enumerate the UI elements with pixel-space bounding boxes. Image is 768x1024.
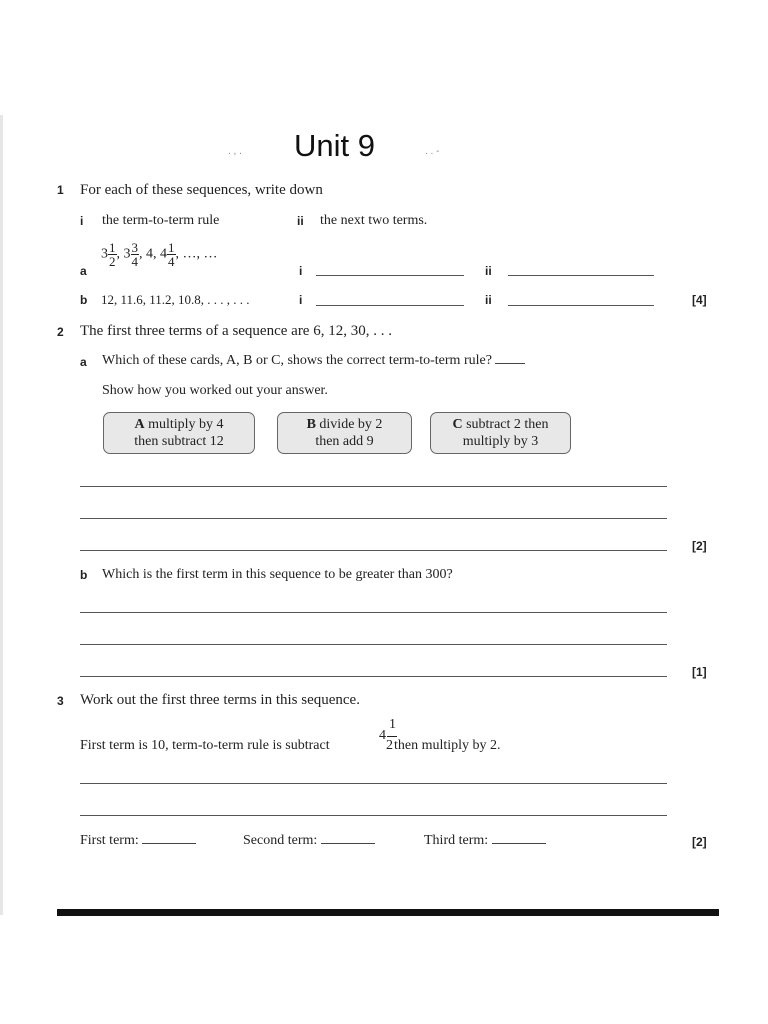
q1a-t3-fraction <box>167 241 176 268</box>
q3-first-term <box>80 833 196 849</box>
q3-first-term-answer[interactable] <box>142 833 196 844</box>
q1a-i-label: i <box>299 264 303 278</box>
card-b-text1: divide by 2 <box>315 417 383 432</box>
q1b-label: b <box>80 293 88 307</box>
q1a-t2-fraction <box>131 241 140 268</box>
q1a-t1-fraction <box>108 241 117 268</box>
q1a-sep2: , 4, <box>139 246 160 262</box>
q3-second-term-answer[interactable] <box>321 833 375 844</box>
card-c <box>430 412 571 454</box>
card-b-line1 <box>278 416 411 433</box>
q3-fraction-whole: 4 <box>379 728 386 743</box>
q3-third-term-answer[interactable] <box>492 833 546 844</box>
q3-fraction-bar <box>387 736 397 737</box>
q2-number: 2 <box>57 325 64 339</box>
title-artifact-right: . . - <box>425 146 440 157</box>
q3-fraction-num: 1 <box>389 717 396 732</box>
q2b-working-line-2[interactable] <box>80 644 667 645</box>
q3-working-line-2[interactable] <box>80 815 667 816</box>
q1a-t1-den: 2 <box>109 254 116 269</box>
q2b-label: b <box>80 568 88 582</box>
q1-number: 1 <box>57 183 64 197</box>
q1b-ii-label: ii <box>485 293 492 307</box>
q2a-working-line-1[interactable] <box>80 486 667 487</box>
q2a-instruction: Show how you worked out your answer. <box>102 383 328 398</box>
q2a-working-line-2[interactable] <box>80 518 667 519</box>
q2a-question-text: Which of these cards, A, B or C, shows the correct term-to-term rule? <box>102 353 492 368</box>
card-c-line2: multiply by 3 <box>462 434 539 449</box>
q2b-question: Which is the first term in this sequence to be greater than 300? <box>102 567 453 582</box>
q1a-t2-num: 3 <box>131 240 138 255</box>
page-edge <box>0 115 3 915</box>
q3-working-line-1[interactable] <box>80 783 667 784</box>
q3-second-term-label: Second term: <box>243 833 318 848</box>
q1b-i-label: i <box>299 293 303 307</box>
q3-marks: [2] <box>692 835 707 849</box>
bottom-rule <box>57 909 719 916</box>
q1-part-ii-text: the next two terms. <box>320 213 428 228</box>
q2a-working-line-3[interactable] <box>80 550 667 551</box>
title-artifact-left: . , . <box>228 146 242 157</box>
q1a-label: a <box>80 264 87 278</box>
q3-rule-prefix: First term is 10, term-to-term rule is subtract <box>80 738 330 753</box>
q1a-t3-den: 4 <box>168 254 175 269</box>
q1-part-i-label: i <box>80 214 84 228</box>
q3-rule-suffix: then multiply by 2. <box>394 738 501 753</box>
q3-prompt: Work out the first three terms in this sequence. <box>80 692 360 708</box>
q3-second-term <box>243 833 375 849</box>
q1a-tail: , …, … <box>175 246 218 262</box>
q2a-label: a <box>80 355 87 369</box>
q2a-answer-line[interactable] <box>495 353 525 364</box>
card-a-text1: multiply by 4 <box>144 417 224 432</box>
q3-first-term-label: First term: <box>80 833 139 848</box>
card-a-line1 <box>104 416 254 433</box>
card-b-letter: B <box>306 417 316 432</box>
q3-third-term <box>424 833 546 849</box>
q1a-t3-whole: 4 <box>160 246 167 262</box>
card-a <box>103 412 255 454</box>
page-title: Unit 9 <box>294 128 375 163</box>
q1b-i-answer-line[interactable] <box>316 305 464 306</box>
q1a-t1-num: 1 <box>109 240 116 255</box>
q2a-marks: [2] <box>692 539 707 553</box>
q2b-working-line-3[interactable] <box>80 676 667 677</box>
q1a-ii-answer-line[interactable] <box>508 275 654 276</box>
q1a-t3-num: 1 <box>168 240 175 255</box>
q1-marks: [4] <box>692 293 707 307</box>
q1a-t2-whole: 3 <box>123 246 131 262</box>
q3-third-term-label: Third term: <box>424 833 489 848</box>
card-c-letter: C <box>452 417 463 432</box>
q1-prompt: For each of these sequences, write down <box>80 182 323 198</box>
q3-number: 3 <box>57 694 64 708</box>
card-b <box>277 412 412 454</box>
q1a-sep1: , <box>116 246 124 262</box>
q2b-marks: [1] <box>692 665 707 679</box>
card-a-letter: A <box>134 417 145 432</box>
card-a-line2: then subtract 12 <box>134 434 224 449</box>
q1a-i-answer-line[interactable] <box>316 275 464 276</box>
q2a-question <box>102 353 525 369</box>
q1a-t2-den: 4 <box>131 254 138 269</box>
q1a-ii-label: ii <box>485 264 492 278</box>
q3-fraction-den: 2 <box>386 738 393 753</box>
q1a-sequence <box>101 241 218 268</box>
q1-part-ii-label: ii <box>297 214 304 228</box>
q1b-ii-answer-line[interactable] <box>508 305 654 306</box>
card-b-line2: then add 9 <box>315 434 374 449</box>
q1a-t1-whole: 3 <box>101 246 108 262</box>
q1-part-i-text: the term-to-term rule <box>102 213 220 228</box>
card-c-text1: subtract 2 then <box>462 417 549 432</box>
q2-prompt: The first three terms of a sequence are 6, 12, 30, . . . <box>80 323 392 339</box>
q2b-working-line-1[interactable] <box>80 612 667 613</box>
q1b-sequence: 12, 11.6, 11.2, 10.8, . . . , . . . <box>101 292 250 307</box>
card-c-line1 <box>431 416 570 433</box>
